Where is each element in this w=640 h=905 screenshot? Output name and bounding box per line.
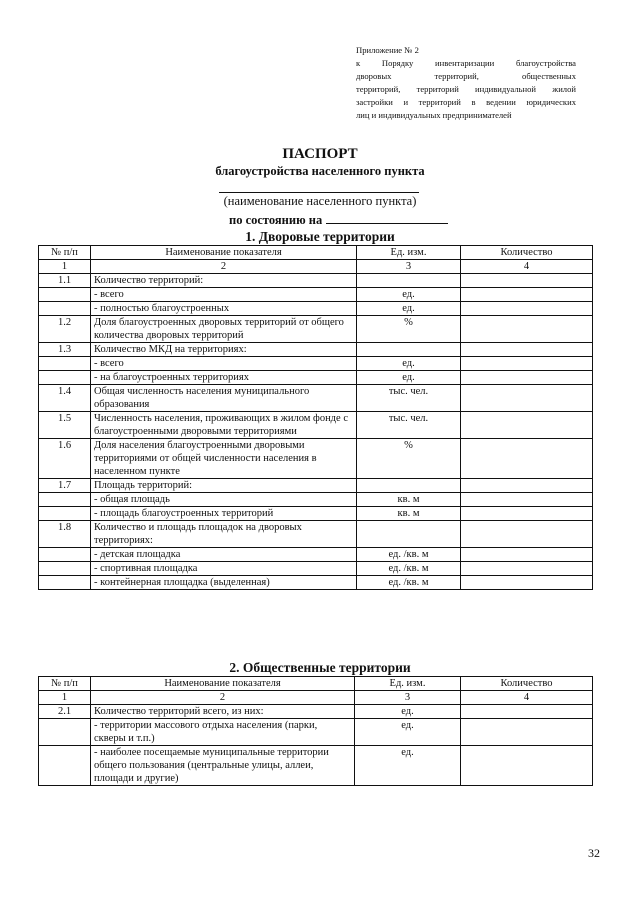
row-number: 1.4 — [39, 385, 91, 412]
quantity-cell[interactable] — [461, 479, 593, 493]
table-row — [39, 412, 593, 439]
quantity-cell[interactable] — [461, 357, 593, 371]
table-row — [39, 274, 593, 288]
column-header: № п/п — [39, 677, 91, 691]
appendix-line: застройки и территорий в ведении юридических — [356, 97, 576, 107]
quantity-cell[interactable] — [461, 385, 593, 412]
row-number — [39, 562, 91, 576]
column-header: Наименование показателя — [91, 246, 357, 260]
header-row — [39, 677, 593, 691]
table-row — [39, 562, 593, 576]
quantity-cell[interactable] — [461, 316, 593, 343]
unit-cell: ед. — [355, 705, 461, 719]
table-row — [39, 385, 593, 412]
quantity-cell[interactable] — [461, 371, 593, 385]
numbering-row — [39, 260, 593, 274]
numbering-row — [39, 691, 593, 705]
public-territories-table — [38, 676, 593, 786]
unit-cell: тыс. чел. — [357, 412, 461, 439]
row-number: 1.2 — [39, 316, 91, 343]
indicator-name: Количество и площадь площадок на дворовых территориях: — [91, 521, 357, 548]
settlement-name-line — [219, 192, 419, 193]
document-title: ПАСПОРТ — [282, 146, 358, 162]
quantity-cell[interactable] — [461, 548, 593, 562]
quantity-cell[interactable] — [461, 412, 593, 439]
unit-cell — [357, 521, 461, 548]
row-number — [39, 493, 91, 507]
unit-cell: ед. /кв. м — [357, 562, 461, 576]
row-number — [39, 507, 91, 521]
column-number: 2 — [91, 691, 355, 705]
unit-cell — [357, 274, 461, 288]
unit-cell — [357, 479, 461, 493]
table-row — [39, 521, 593, 548]
appendix-line: Приложение № 2 — [356, 45, 419, 55]
unit-cell: ед. /кв. м — [357, 548, 461, 562]
indicator-name: - площадь благоустроенных территорий — [91, 507, 357, 521]
unit-cell: ед. — [355, 746, 461, 786]
quantity-cell[interactable] — [461, 274, 593, 288]
unit-cell: % — [357, 316, 461, 343]
unit-cell: ед. — [355, 719, 461, 746]
indicator-name: - общая площадь — [91, 493, 357, 507]
quantity-cell[interactable] — [461, 705, 593, 719]
quantity-cell[interactable] — [461, 576, 593, 590]
column-header: Ед. изм. — [357, 246, 461, 260]
column-number: 3 — [355, 691, 461, 705]
header-row — [39, 246, 593, 260]
quantity-cell[interactable] — [461, 719, 593, 746]
table-row — [39, 302, 593, 316]
page-number: 32 — [588, 846, 600, 860]
indicator-name: - на благоустроенных территориях — [91, 371, 357, 385]
column-header: Количество — [461, 246, 593, 260]
quantity-cell[interactable] — [461, 493, 593, 507]
row-number — [39, 548, 91, 562]
quantity-cell[interactable] — [461, 521, 593, 548]
indicator-name: - детская площадка — [91, 548, 357, 562]
row-number — [39, 371, 91, 385]
row-number — [39, 302, 91, 316]
appendix-line: лиц и индивидуальных предпринимателей — [356, 110, 512, 120]
table-row — [39, 493, 593, 507]
column-header: Наименование показателя — [91, 677, 355, 691]
column-number: 2 — [91, 260, 357, 274]
table-row — [39, 746, 593, 786]
indicator-name: - наиболее посещаемые муниципальные территории общего пользования (центральные улицы, аллеи, площади и другие) — [91, 746, 355, 786]
column-number: 4 — [461, 691, 593, 705]
unit-cell: кв. м — [357, 507, 461, 521]
table-row — [39, 705, 593, 719]
indicator-name: Количество МКД на территориях: — [91, 343, 357, 357]
settlement-name-hint: (наименование населенного пункта) — [223, 194, 417, 208]
appendix-line: к Порядку инвентаризации благоустройства — [356, 58, 576, 68]
table-row — [39, 316, 593, 343]
indicator-name: Количество территорий: — [91, 274, 357, 288]
unit-cell: ед. — [357, 357, 461, 371]
appendix-line: территорий, территорий индивидуальной жилой — [356, 84, 576, 94]
indicator-name: - территории массового отдыха населения (парки, скверы и т.п.) — [91, 719, 355, 746]
quantity-cell[interactable] — [461, 746, 593, 786]
quantity-cell[interactable] — [461, 507, 593, 521]
table-row — [39, 479, 593, 493]
row-number — [39, 576, 91, 590]
row-number — [39, 357, 91, 371]
column-header: Количество — [461, 677, 593, 691]
unit-cell: ед. /кв. м — [357, 576, 461, 590]
section-2-title: 2. Общественные территории — [229, 660, 411, 675]
column-number: 4 — [461, 260, 593, 274]
as-of-date — [229, 212, 448, 228]
row-number: 2.1 — [39, 705, 91, 719]
appendix-header — [356, 44, 576, 122]
column-header: Ед. изм. — [355, 677, 461, 691]
row-number: 1.1 — [39, 274, 91, 288]
table-row — [39, 439, 593, 479]
column-number: 3 — [357, 260, 461, 274]
unit-cell: тыс. чел. — [357, 385, 461, 412]
indicator-name: - всего — [91, 357, 357, 371]
quantity-cell[interactable] — [461, 439, 593, 479]
column-number: 1 — [39, 260, 91, 274]
unit-cell — [357, 343, 461, 357]
indicator-name: Общая численность населения муниципального образования — [91, 385, 357, 412]
indicator-name: - спортивная площадка — [91, 562, 357, 576]
yard-territories-table — [38, 245, 593, 590]
indicator-name: - полностью благоустроенных — [91, 302, 357, 316]
section-1-title: 1. Дворовые территории — [245, 229, 395, 244]
quantity-cell[interactable] — [461, 288, 593, 302]
indicator-name: Доля благоустроенных дворовых территорий от общего количества дворовых территорий — [91, 316, 357, 343]
table-row — [39, 343, 593, 357]
document-subtitle: благоустройства населенного пункта — [215, 164, 425, 178]
column-header: № п/п — [39, 246, 91, 260]
as-of-blank-line — [326, 212, 448, 224]
quantity-cell[interactable] — [461, 343, 593, 357]
unit-cell: % — [357, 439, 461, 479]
indicator-name: Численность населения, проживающих в жилом фонде с благоустроенными дворовыми территориями — [91, 412, 357, 439]
table-row — [39, 288, 593, 302]
table-row — [39, 576, 593, 590]
indicator-name: - всего — [91, 288, 357, 302]
row-number — [39, 288, 91, 302]
table-row — [39, 357, 593, 371]
table-row — [39, 371, 593, 385]
unit-cell: ед. — [357, 371, 461, 385]
unit-cell: ед. — [357, 288, 461, 302]
indicator-name: Площадь территорий: — [91, 479, 357, 493]
row-number: 1.5 — [39, 412, 91, 439]
table-row — [39, 507, 593, 521]
as-of-label: по состоянию на — [229, 213, 323, 227]
table-row — [39, 548, 593, 562]
indicator-name: Доля населения благоустроенными дворовыми территориями от общей численности населения в населенном пункте — [91, 439, 357, 479]
row-number — [39, 719, 91, 746]
column-number: 1 — [39, 691, 91, 705]
quantity-cell[interactable] — [461, 302, 593, 316]
row-number: 1.7 — [39, 479, 91, 493]
appendix-line: дворовых территорий, общественных — [356, 71, 576, 81]
row-number: 1.8 — [39, 521, 91, 548]
table-row — [39, 719, 593, 746]
unit-cell: ед. — [357, 302, 461, 316]
quantity-cell[interactable] — [461, 562, 593, 576]
row-number: 1.6 — [39, 439, 91, 479]
row-number — [39, 746, 91, 786]
row-number: 1.3 — [39, 343, 91, 357]
indicator-name: Количество территорий всего, из них: — [91, 705, 355, 719]
indicator-name: - контейнерная площадка (выделенная) — [91, 576, 357, 590]
unit-cell: кв. м — [357, 493, 461, 507]
